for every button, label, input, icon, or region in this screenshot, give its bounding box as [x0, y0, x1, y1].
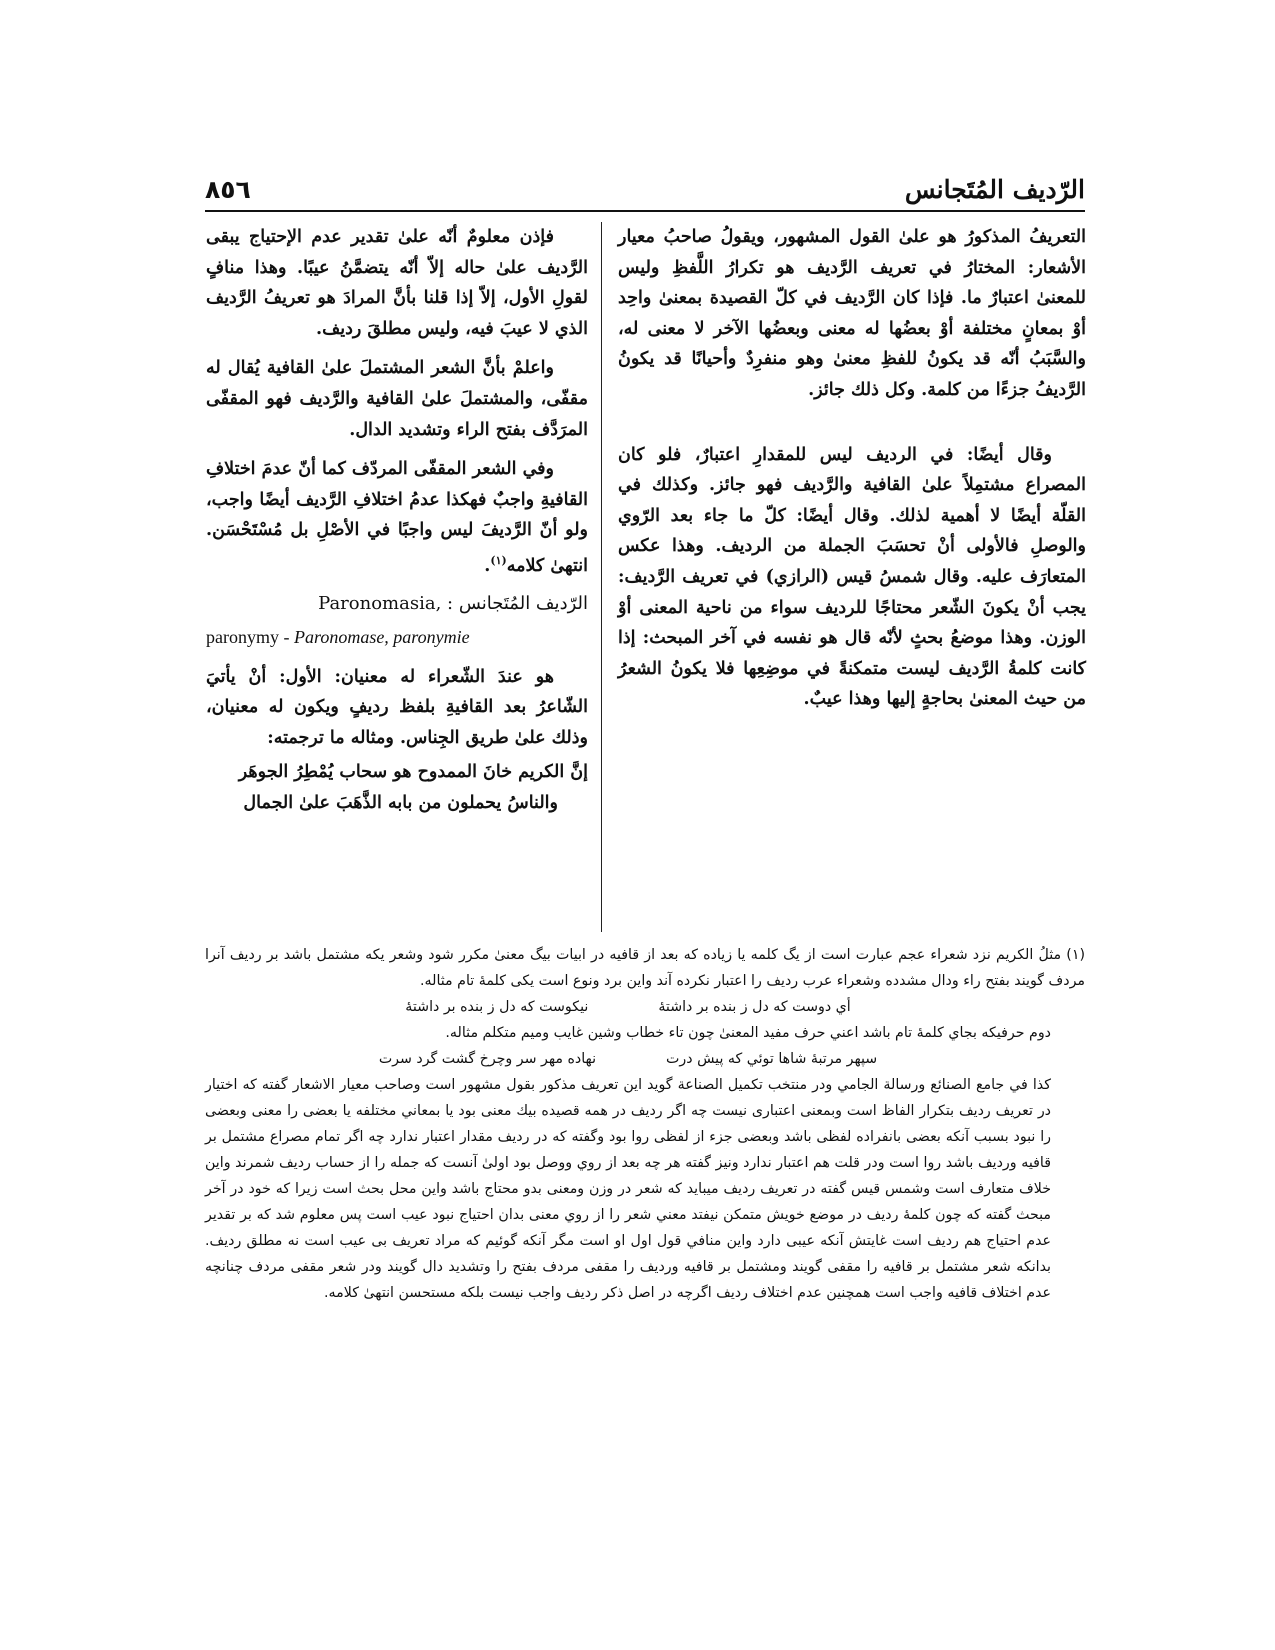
paragraph: هو عندَ الشّعراء له معنيان: الأول: أنْ يأتيَ الشّاعرُ بعد القافيةِ بلفظ رديفٍ ويكون له معنيان، وذلك علىٰ طريق الجِناس. ومثاله ما ترجمته: [206, 666, 588, 748]
verse-hemistich: نيكوست كه دل ز بنده بر داشته‌ٔ [405, 999, 589, 1015]
page-header [205, 175, 1085, 209]
term-english: paronymy - [206, 626, 294, 647]
footnote-text: مثلُ الكريم نزد شعراء عجم عبارت است از يگ كلمه يا زياده كه بعد از قافيه در ابيات بيگ معنىٰ مكرر شود وشعر يكه مشتمل باشد بر رديف آنرا مردف گويند بفتح راء ودال مشدده وشعراء عرب رديف را اعتبار نكرده آند واين برد ونوع است يكى كلمهٔ تام مثاله. [205, 947, 1085, 989]
paragraph: وفي الشعر المقفّى المردّف كما أنّ عدمَ اختلافِ القافيةِ واجبٌ فهكذا عدمُ اختلافِ الرَّديف أيضًا واجب، ولو أنّ الرَّديفَ ليس واجبًا في الأصْلِ بل مُسْتَحْسَن. انتهىٰ كلامه$^{(١)}$. [206, 459, 588, 576]
footnote-ref[interactable]: (١) [490, 553, 507, 567]
term-translations [206, 622, 588, 653]
left-column [206, 222, 588, 819]
paragraph: وقال أيضًا: في الرديف ليس للمقدارِ اعتبارٌ، فلو كان المصراع مشتمِلاً علىٰ القافية والرَّديف فهو جائز. وكذلك في القلّة أيضًا لا أهمية لذلك. وقال أيضًا: كلّ ما جاء بعد الرّوي والوصلِ فالأولى أنْ تحسَبَ الجملة من الرديف. وهذا عكس المتعارَف عليه. وقال شمسُ قيس (الرازي) في تعريف الرَّديف: يجب أنْ يكونَ الشّعر محتاجًا للرديف سواء من ناحية المعنى أوْ الوزن. وهذا موضعُ بحثٍ لأنّه قال هو نفسه في آخر المبحث: إذا كانت كلمةُ الرَّديف ليست متمكنةً في موضِعِها فلا يكونُ الشعرُ من حيث المعنىٰ بحاجةٍ إليها وهذا عيبٌ. [618, 444, 1086, 710]
paragraph-text: وفي الشعر المقفّى المردّف كما أنّ عدمَ اختلافِ القافيةِ واجبٌ فهكذا عدمُ اختلافِ الرَّديف أيضًا واجب، ولو أنّ الرَّديفَ ليس واجبًا في الأصْلِ بل مُسْتَحْسَن. انتهىٰ كلامه [206, 459, 588, 576]
term-french: Paronomase, paronymie [293, 626, 470, 647]
page-number: ٨٥٦ [205, 175, 251, 204]
footnote-line: كذا في جامع الصنائع ورسالة الجامي ودر منتخب تكميل الصناعة گويد اين تعريف مذكور بقول مشهور است وصاحب معيار الاشعار گفته كه اختيار در تعريف رديف بتكرار الفاظ است وبمعنى اعتبارى نيست چه اگر رديف در همه قصيده بيك معنى بود يا بمعاني مختلفه يا بعضى را معنى وبعضى را نبود بسبب آنكه بعضى بانفراده لفظى باشد وبعضى جزء از لفظى روا بود وگفته كه در رديف مقدار اعتبار ندارد چه اگر تمام مصراع مشتمل بر قافيه ورديف باشد روا است ودر قلت هم اعتبار ندارد ونيز گفته هر چه بعد از روي ووصل بود اولىٰ آنست كه جمله را از حساب رديف شمرند واين خلاف متعارف است وشمس قيس گفته در تعريف رديف ميبايد كه شعر در وزن ومعنى بدو محتاج باشد واين محل بحث است زيرا كه خود در آخر مبحث گفته كه چون كلمهٔ رديف در موضع خويش متمكن نيفتد معني شعر را از روي معنى بدان احتياج نبود عيب است پس معلوم شد كه بر تقدير عدم احتياج هم رديف است غايتش آنكه عيبى دارد واين منافي قول اول او است مگر آنكه گوئيم كه مراد تعريف بى عيب است نه مطلق رديف. بدانكه شعر مشتمل بر قافيه را مقفى گويند ومشتمل بر قافيه ورديف را مقفى مردف بفتح را وتشديد دال گويند ودر شعر مقفى مردف چنانچه عدم اختلاف قافيه واجب است همچنين عدم اختلاف رديف اگرچه در اصل ذكر رديف واجب نيست بلكه مستحسن انتهىٰ كلامه. [205, 1077, 1051, 1301]
right-column [618, 222, 1086, 715]
footnote-verse [205, 1046, 1085, 1072]
term-arabic: الرّديف المُتَجانس : [447, 593, 588, 615]
paragraph: التعريفُ المذكورُ هو علىٰ القول المشهور، ويقولُ صاحبُ معيار الأشعار: المختارُ في تعريف الرَّديف هو تكرارُ اللَّفظِ وليس للمعنىٰ اعتبارٌ ما. فإذا كان الرَّديف في كلّ القصيدة بمعنىٰ واحِد أوْ بمعانٍ مختلفة أوْ بعضُها له معنى وبعضُها الآخر لا معنى له، والسَّبَبُ أنّه قد يكونُ للفظِ معنىٰ وهو منفرِدٌ وأحيانًا قد يكونُ الرَّديفُ جزءًا من كلمة. وكل ذلك جائز. [618, 227, 1086, 400]
paragraph: واعلمْ بأنَّ الشعر المشتملَ علىٰ القافية يُقال له مقفّى، والمشتملَ علىٰ القافية والرَّديف فهو المقفّى المرَدَّف بفتح الراء وتشديد الدال. [206, 358, 588, 440]
footnote-number: (١) [1066, 947, 1085, 963]
verse-hemistich: نهاده مهر سر وچرخ گشت گرد سرت [378, 1051, 597, 1067]
verse-line: والناسُ يحملون من بابه الذَّهَبَ علىٰ الجمال [243, 792, 558, 813]
verse [206, 757, 588, 818]
paragraph: فإذن معلومٌ أنّه علىٰ تقدير عدم الإحتياج يبقى الرَّديف علىٰ حاله إلاّ أنّه يتضمَّنُ عيبًا. وهذا منافٍ لقولِ الأول، إلاّ إذا قلنا بأنَّ المرادَ هو تعريفُ الرَّديف الذي لا عيبَ فيه، وليس مطلقَ رديف. [206, 227, 588, 339]
verse-hemistich: أي دوست كه دل ز بنده بر داشته‌ٔ [658, 999, 851, 1015]
running-title: الرّديف المُتَجانس [904, 175, 1085, 204]
column-divider [601, 222, 602, 932]
header-rule [205, 210, 1085, 212]
footnote-line: دوم حرفيكه بجاي كلمهٔ تام باشد اعني حرف مفيد المعنىٰ چون تاء خطاب وشين غايب وميم متكلم مثاله. [445, 1025, 1051, 1041]
term-latin: Paronomasia, [318, 593, 442, 615]
footnotes [205, 942, 1085, 1306]
footnote-1 [205, 942, 1085, 994]
verse-line: إنَّ الكريم خانَ الممدوح هو سحاب يُمْطِرُ الجوهَر [238, 762, 588, 783]
footnote-verse [205, 994, 1085, 1020]
term-heading [206, 589, 588, 620]
verse-hemistich: سپهر مرتبهٔ شاها توئي كه پيش درت [666, 1051, 878, 1067]
